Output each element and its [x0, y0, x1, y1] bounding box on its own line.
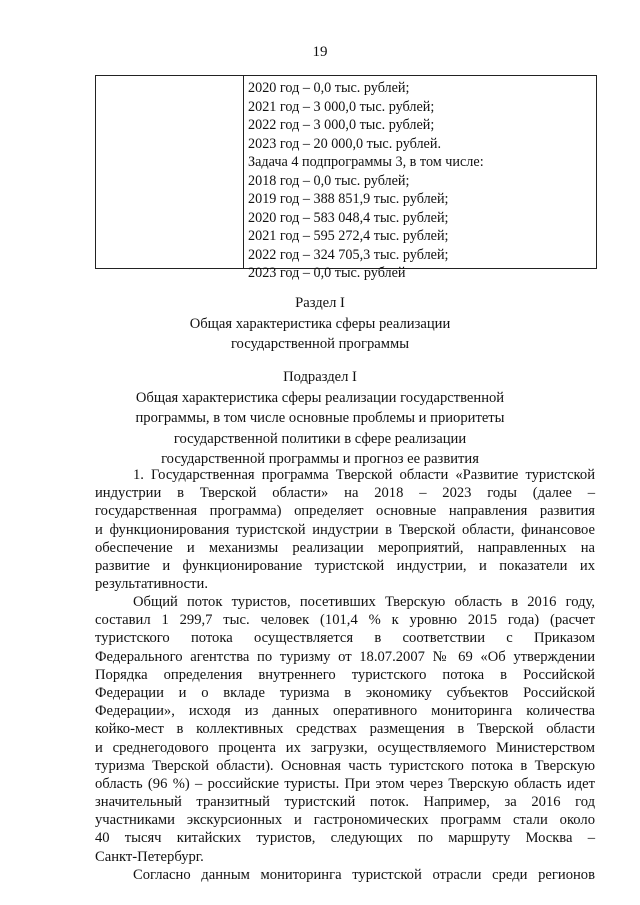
paragraph-1 [95, 466, 595, 593]
table-line: Задача 4 подпрограммы 3, в том числе: [248, 154, 484, 170]
subsection-subtitle-line: Общая характеристика сферы реализации государственной [135, 389, 505, 406]
paragraph-3 [95, 866, 595, 884]
table-left-cell [96, 76, 244, 268]
text-line: Федерации и о вкладе туризма в экономику субъектов Российской [95, 684, 595, 701]
section-subtitle-line: государственной программы [230, 336, 410, 352]
text-line: и функционирования туристской индустрии в Тверской области, финансовое [95, 521, 595, 538]
text-line: обеспечение и механизмы реализации мероприятий, направленных на [95, 539, 595, 556]
text-line: участниками экскурсионных и гастрономических программ стали около [95, 812, 595, 829]
text-line: индустрии в Тверской области» на 2018 – 2023 годы (далее – [95, 485, 595, 502]
table-line: 2022 год – 324 705,3 тыс. рублей; [248, 246, 449, 263]
table-line: 2018 год – 0,0 тыс. рублей; [248, 172, 410, 189]
text-line: Согласно данным мониторинга туристской отрасли среди регионов [133, 867, 595, 883]
text-line: и среднегодового процента их загрузки, осуществляемого Министерством [95, 739, 595, 756]
text-line: койко-мест в коллективных средствах размещения в Тверской области [95, 721, 595, 738]
subsection-title: Подраздел I [283, 369, 357, 385]
funding-table [95, 75, 597, 281]
subsection-subtitle-line: государственной программы и прогноз ее развития [161, 451, 479, 467]
text-line: Федерации», исходя из данных оперативного мониторинга количества [95, 703, 595, 720]
text-line: 40 тысяч китайских туристов, следующих по маршруту Москва – [95, 830, 595, 847]
table-line: 2023 год – 20 000,0 тыс. рублей. [248, 135, 441, 152]
table-line: 2022 год – 3 000,0 тыс. рублей; [248, 117, 435, 133]
paragraph-2 [95, 593, 595, 866]
table-line: 2020 год – 583 048,4 тыс. рублей; [248, 209, 449, 226]
text-line: государственная программа) определяет основные направления развития [95, 503, 595, 520]
text-line: составил 1 299,7 тыс. человек (101,4 % к уровню 2015 года) (расчет [95, 612, 595, 629]
text-line: туризма Тверской области). Основная часть туристского потока в Тверскую [95, 757, 595, 774]
text-line: результативности. [95, 576, 208, 593]
text-line: значительный транзитный туристский поток. Например, за 2016 год [95, 794, 595, 811]
section-heading [0, 293, 640, 355]
text-line: Порядка определения внутреннего туристского потока в Российской [95, 666, 595, 683]
table-line: 2021 год – 595 272,4 тыс. рублей; [248, 228, 449, 244]
table-line: 2023 год – 0,0 тыс. рублей [248, 265, 406, 281]
page-number: 19 [312, 44, 328, 60]
subsection-heading [0, 367, 640, 470]
text-line: Федерального агентства по туризму от 18.07.2007 № 69 «Об утверждении [95, 648, 595, 665]
section-title: Раздел I [295, 295, 345, 311]
subsection-subtitle-line: государственной политики в сфере реализации [173, 430, 467, 447]
text-line: развитие и функционирование туристской индустрии, и показатели их [95, 557, 595, 574]
table-line: 2019 год – 388 851,9 тыс. рублей; [248, 191, 449, 207]
subsection-subtitle-line: программы, в том числе основные проблемы и приоритеты [135, 410, 505, 426]
table-right-cell [244, 76, 596, 281]
text-line: туристского потока осуществляется в соответствии с Приказом [95, 630, 595, 647]
table-line: 2021 год – 3 000,0 тыс. рублей; [248, 98, 435, 115]
text-line: область (96 %) – российские туристы. При этом через Тверскую область идет [95, 775, 595, 792]
text-line: 1. Государственная программа Тверской области «Развитие туристской [133, 467, 595, 483]
section-subtitle-line: Общая характеристика сферы реализации [189, 315, 451, 332]
table-line: 2020 год – 0,0 тыс. рублей; [248, 80, 410, 96]
text-line: Санкт-Петербург. [95, 848, 204, 865]
text-line: Общий поток туристов, посетивших Тверскую область в 2016 году, [133, 594, 595, 610]
